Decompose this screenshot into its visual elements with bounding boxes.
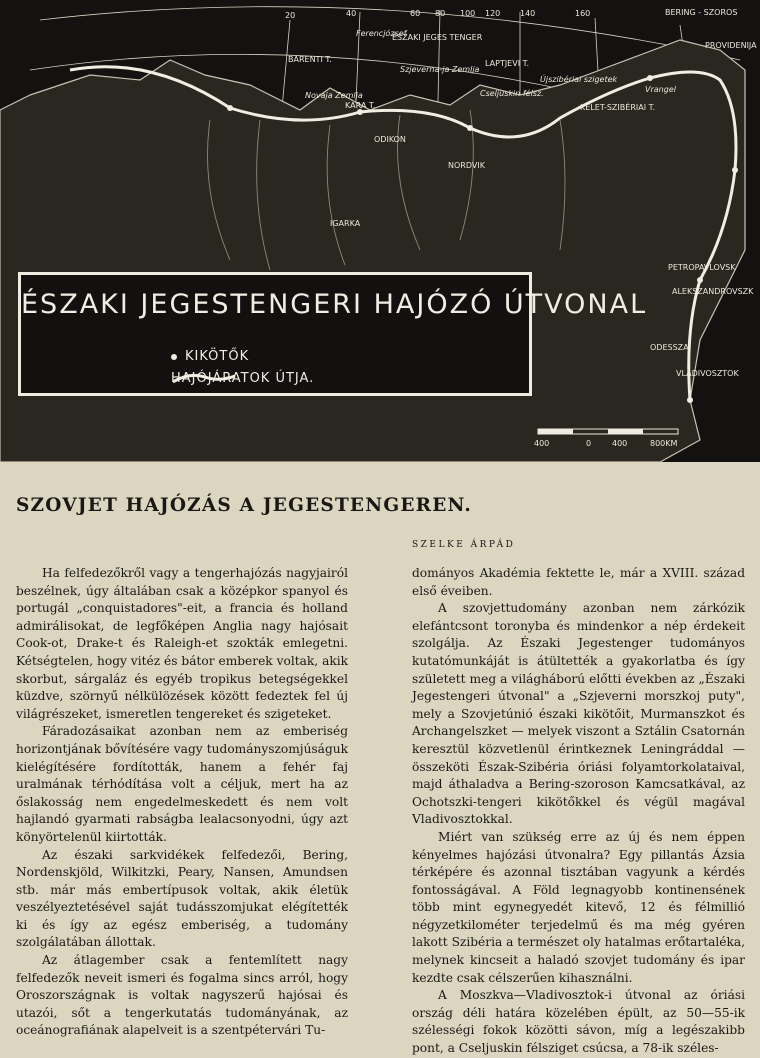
scale-label: 400 — [612, 439, 628, 448]
place-label: Ferencjózsef — [356, 29, 407, 38]
place-label: ODIKON — [374, 135, 406, 144]
paragraph: Az átlagember csak a fentemlített nagy felfedezők neveit ismeri és fogalma sincs arról, hogy Oroszországnak is voltak nagyszerű hajósai és utazói, sőt a tengerkutatás tudományának, az oceánografiának alapelveit is a szentpétervári Tu- — [16, 953, 348, 1038]
place-label: BERING - SZOROS — [665, 8, 738, 17]
legend-ports — [171, 349, 249, 364]
place-label: IGARKA — [330, 219, 361, 228]
article-title: SZOVJET HAJÓZÁS A JEGESTENGEREN. — [16, 495, 473, 516]
place-label: Szjeverna-ja Zemlja — [400, 65, 480, 74]
paragraph: A Moszkva—Vladivosztok-i útvonal az óriási ország déli határa közelében épült, az 50—55-ik szélességi fokok közötti sávon, míg a legészakibb pont, a Cseljuskin félsziget csúcsa, a 78-ik széles- — [412, 988, 745, 1056]
place-label: PROVIDENIJA — [705, 41, 757, 50]
lon-tick: 120 — [485, 9, 501, 18]
port-dot-icon — [171, 354, 177, 360]
legend-ports-label: KIKÖTŐK — [185, 349, 250, 364]
lon-tick: 80 — [435, 9, 446, 18]
scale-bar-icon — [532, 426, 692, 450]
lon-tick: 60 — [410, 9, 421, 18]
map-legend — [18, 272, 648, 396]
article-author: SZELKE ÁRPÁD — [412, 540, 516, 550]
lon-tick: 140 — [520, 9, 536, 18]
map-scale — [532, 426, 692, 450]
lon-tick: 160 — [575, 9, 591, 18]
lon-tick: 20 — [285, 11, 296, 20]
place-label: ODESSZA — [650, 343, 689, 352]
paragraph: dományos Akadémia fektette le, már a XVIII. század első éveiben. — [412, 566, 745, 598]
place-label: KARA T. — [345, 101, 376, 110]
lon-tick: 100 — [460, 9, 476, 18]
legend-title: ÉSZAKI JEGESTENGERI HAJÓZÓ ÚTVONAL — [21, 289, 648, 320]
place-label: PETROPAVLOVSK — [668, 263, 736, 272]
place-label: LAPTJEVI T. — [485, 59, 530, 68]
arctic-route-map — [0, 0, 760, 462]
scale-label: 400 — [534, 439, 550, 448]
place-label: Novaja Zemlja — [305, 91, 363, 100]
paragraph: Fáradozásaikat azonban nem az emberiség horizontjának bővítésére vagy tudományszomjúságuk kielégítésére fordították, hanem a fehér faj uralmának térhódítása volt a céljuk, mert ha az őslakosság nem engedelmeskedett és nem volt hajlandó gyarmati rabságba lealacsonyodni, úgy azt könyörtelenül kiirtották. — [16, 724, 348, 844]
place-label: Újszibériai szigetek — [540, 75, 618, 84]
paragraph: Az északi sarkvidékek felfedezői, Bering, Nordenskjöld, Wilkitzki, Peary, Nansen, Amundsen stb. már más embertípusok voltak, akik életük veszélyeztetésével saját tudásszomjukat elégítették ki és így az egész emberiség, a tudomány szolgálatában állottak. — [16, 847, 348, 950]
article-column-left — [16, 565, 348, 1040]
scale-label: 0 — [586, 439, 592, 448]
route-line-icon — [171, 371, 237, 385]
longitude-ticks — [285, 9, 590, 20]
place-label: VLADIVOSZTOK — [676, 369, 739, 378]
place-label: Vrangel — [645, 85, 676, 94]
article-column-right — [412, 565, 745, 1058]
paragraph: Ha felfedezőkről vagy a tengerhajózás nagyjairól beszélnek, úgy általában csak a középkor spanyol és portugál „conquistadores"-eit, a francia és holland admirálisokat, de legfőképen Anglia nagy hajósait Cook-ot, Drake-t és Raleigh-et szokták emlegetni. Kétségtelen, hogy vitéz és bátor emberek voltak, akik skorbut, sárgaláz és egyéb tropikus betegségekkel küzdve, szörnyű nélkülözések között fedeztek fel új világrészeket, ismeretlen tengereket és szigeteket. — [16, 566, 348, 721]
paragraph: Miért van szükség erre az új és nem éppen kényelmes hajózási útvonalra? Egy pillantás Ázsia térképére és azonnal tisztában vagyunk a kérdés fontosságával. A Föld legnagyobb kontinensének több mint egynegyedét kitevő, 12 és félmillió négyzetkilométer terjedelmű és ma még gyéren lakott Szibéria a természet oly hatalmas erőtartaléka, melynek kincseit a haladó szovjet tudomány és ipar kezdte csak célszerűen kihasználni. — [412, 829, 745, 985]
scale-label: 800KM — [650, 439, 678, 448]
lon-tick: 40 — [346, 9, 357, 18]
place-label: BARENTI T. — [288, 55, 332, 64]
legend-route-label: HAJÓJÁRATOK ÚTJA. — [171, 371, 315, 386]
place-label: KELET-SZIBÉRIAI T. — [580, 103, 656, 112]
paragraph: A szovjettudomány azonban nem zárkózik elefántcsont toronyba és mindenkor a nép érdekeit szolgálja. Az Északi Jegestenger tudományos kutatómunkáját is átültették a gyakorlatba és így született meg a világháború előtti években az „Északi Jegestengeri útvonal" a „Szjeverni morszkoj puty", mely a Szovjetúnió északi kikötőit, Murmanszkot és Archangelszket — melyek viszont a Sztálin Csatornán keresztül közvetlenül érintkeznek Leningráddal — összeköti Észak-Szibéria óriási folyamtorkolataival, majd áthaladva a Bering-szoroson Kamcsatkával, az Ochotszki-tengeri kikötőkkel és végül magával Vladivosztokkal. — [412, 601, 745, 827]
place-label: NORDVIK — [448, 161, 485, 170]
place-label: ÉSZAKI JEGES TENGER — [392, 33, 483, 42]
place-label: Cseljuskin félsz. — [480, 89, 544, 98]
place-label: ALEKSZANDROVSZK — [672, 287, 754, 296]
legend-route — [171, 371, 314, 386]
